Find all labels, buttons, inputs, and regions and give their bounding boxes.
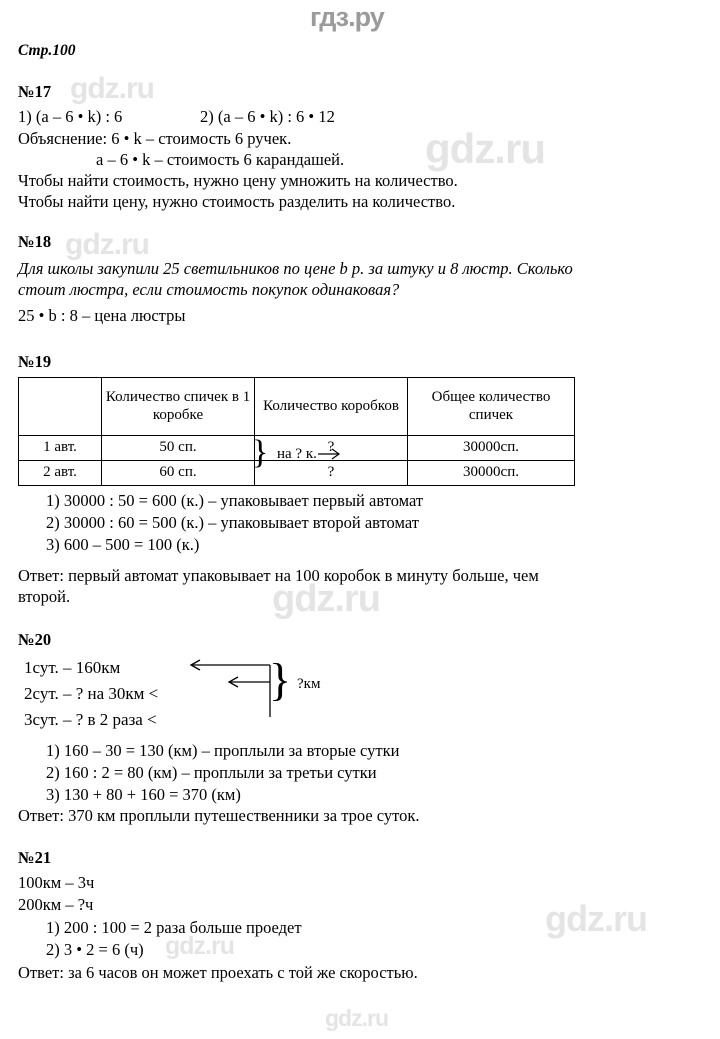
task-21	[18, 848, 51, 868]
task-17-line-1: 1) (a – 6 • k) : 6	[18, 107, 123, 126]
task-19-table-wrap	[18, 377, 575, 486]
table-header-cell-1: Количество спичек в 1 коробке	[102, 378, 255, 436]
watermark: gdz.ru	[545, 898, 647, 939]
table-cell-r2c0: 2 авт.	[19, 461, 102, 486]
page-number-label: Стр.100	[18, 42, 76, 59]
task-21-number: №21	[18, 848, 52, 867]
task-21-step-2: 2) 3 • 2 = 6 (ч)	[46, 939, 144, 959]
task-17-line-5: Чтобы найти стоимость, нужно цену умножить на количество.	[18, 171, 458, 191]
table-cell-r1c2: ?	[255, 436, 408, 461]
task-19-number: №19	[18, 352, 52, 371]
task-20-answer: Ответ: 370 км проплыли путешественники за трое суток.	[18, 806, 420, 825]
scheme-brace-label: ?км	[297, 676, 321, 692]
task-18-number: №18	[18, 232, 52, 251]
table-row	[19, 461, 575, 486]
task-20-step-3: 3) 130 + 80 + 160 = 370 (км)	[46, 784, 241, 804]
matches-table	[18, 377, 575, 486]
table-cell-r1c0: 1 авт.	[19, 436, 102, 461]
table-header-cell-0	[19, 378, 102, 436]
task-17	[18, 82, 458, 212]
task-19-step-3: 3) 600 – 500 = 100 (к.)	[46, 534, 200, 554]
task-20	[18, 630, 51, 650]
table-cell-r1c1: 50 сп.	[102, 436, 255, 461]
task-17-line-3: Объяснение: 6 • k – стоимость 6 ручек.	[18, 129, 292, 148]
task-21-step-1: 1) 200 : 100 = 2 раза больше проедет	[46, 918, 302, 937]
task-20-scheme-line-2: 2сут. – ? на 30км <	[24, 683, 159, 703]
task-17-line-6: Чтобы найти цену, нужно стоимость разделить на количество.	[18, 192, 456, 212]
task-19-step-1: 1) 30000 : 50 = 600 (к.) – упаковывает первый автомат	[46, 491, 424, 510]
table-header-cell-3: Общее количество спичек	[408, 378, 575, 436]
task-21-answer: Ответ: за 6 часов он может проехать с той же скоростью.	[18, 963, 418, 982]
watermark: gdz.ru	[70, 72, 154, 105]
table-cell-r2c2: ?	[255, 461, 408, 486]
table-cell-r1c3: 30000сп.	[408, 436, 575, 461]
watermark: gdz.ru	[425, 125, 545, 172]
task-20-steps	[18, 740, 399, 806]
task-20-step-1: 1) 160 – 30 = 130 (км) – проплыли за вторые сутки	[46, 741, 400, 760]
watermark: gdz.ru	[272, 578, 380, 620]
task-18-condition-line-1: Для школы закупили 25 светильников по цене b р. за штуку и 8 люстр. Сколько	[18, 259, 573, 278]
task-20-number: №20	[18, 630, 52, 649]
task-19	[18, 352, 51, 372]
task-21-steps	[18, 917, 302, 961]
task-17-line-4: a – 6 • k – стоимость 6 карандашей.	[96, 150, 345, 170]
task-18	[18, 232, 708, 326]
task-21-given-line-1: 100км – 3ч	[18, 873, 95, 892]
arrow-right-icon	[318, 444, 348, 464]
task-20-scheme-line-3: 3сут. – ? в 2 раза <	[24, 709, 157, 729]
task-21-given	[18, 872, 94, 916]
task-18-condition-line-2: стоит люстра, если стоимость покупок одинаковая?	[18, 280, 400, 300]
task-21-given-line-2: 200км – ?ч	[18, 894, 94, 914]
task-19-step-2: 2) 30000 : 60 = 500 (к.) – упаковывает второй автомат	[46, 512, 419, 532]
table-cell-r2c3: 30000сп.	[408, 461, 575, 486]
task-18-solution: 25 • b : 8 – цена люстры	[18, 306, 186, 326]
task-20-step-2: 2) 160 : 2 = 80 (км) – проплыли за третьи сутки	[46, 762, 377, 782]
table-brace-icon: }	[252, 434, 269, 471]
table-cell-r2c1: 60 сп.	[102, 461, 255, 486]
task-19-answer-line-2: второй.	[18, 587, 71, 607]
site-logo: гдз.ру	[310, 2, 384, 32]
table-header-cell-2: Количество коробков	[255, 378, 408, 436]
task-19-answer	[18, 565, 702, 608]
task-20-scheme	[24, 655, 158, 732]
task-17-number: №17	[18, 82, 52, 101]
watermark: gdz.ru	[325, 1005, 388, 1031]
task-20-scheme-line-1: 1сут. – 160км	[24, 658, 121, 677]
table-annotation-label: на ? к.	[277, 446, 317, 462]
table-header-row	[19, 378, 575, 436]
scheme-brace-icon: }	[269, 654, 292, 705]
task-19-answer-line-1: Ответ: первый автомат упаковывает на 100 коробок в минуту больше, чем	[18, 566, 539, 585]
task-19-steps	[18, 490, 423, 556]
watermark: gdz.ru	[65, 228, 149, 261]
task-17-line-2: 2) (a – 6 • k) : 6 • 12	[200, 107, 335, 126]
watermark: gdz.ru	[165, 932, 234, 960]
